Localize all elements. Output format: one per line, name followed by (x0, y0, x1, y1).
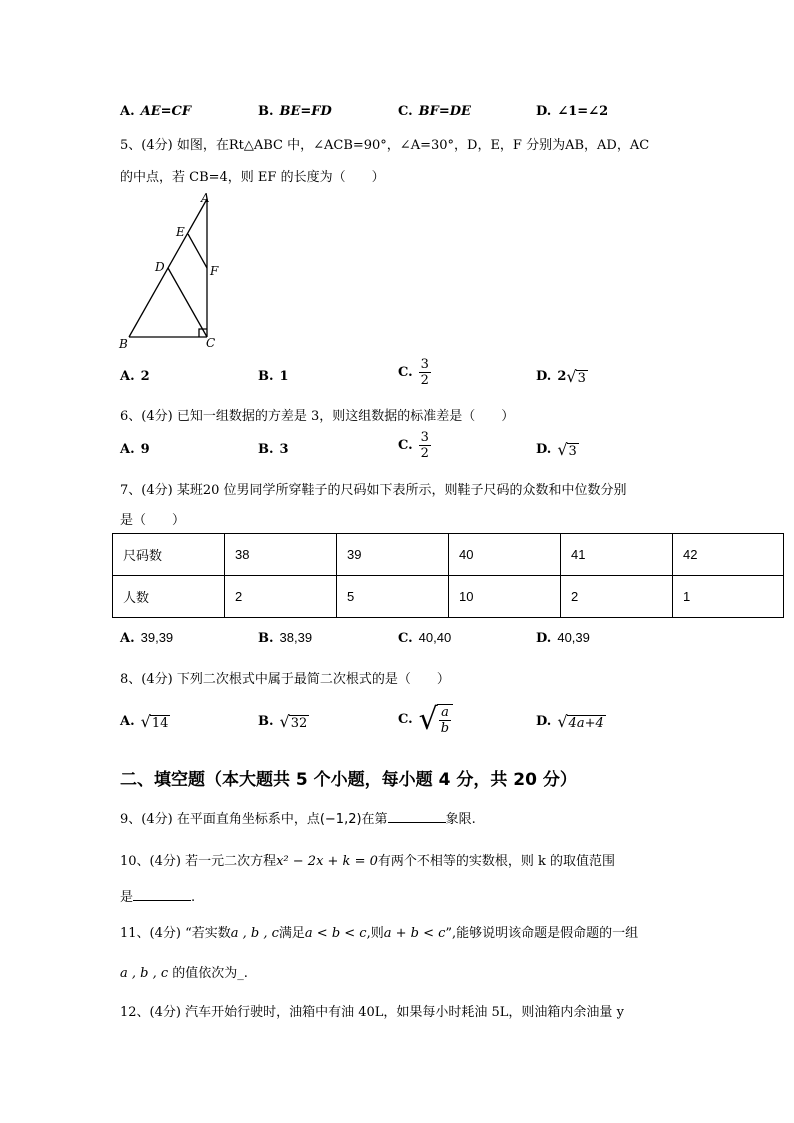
table-cell: 38 (225, 534, 337, 576)
shoe-size-table (112, 533, 784, 618)
q8-option-d: D. √4a+4 (536, 712, 604, 731)
sqrt: √3 (557, 440, 577, 459)
q6-option-b: B. 3 (258, 442, 289, 457)
q5-option-b: B. 1 (258, 369, 289, 384)
fraction: $\frac{3}{2}$ (420, 430, 429, 461)
q9-stem: 9、(4分) 在平面直角坐标系中，点(−1,2)在第 象限. (120, 812, 476, 827)
segment-dc (168, 268, 207, 337)
q7-stem-line1: 7、(4分) 某班20 位男同学所穿鞋子的尺码如下表所示，则鞋子尺码的众数和中位数分别 (120, 483, 627, 498)
q8-option-b: B. √32 (258, 712, 308, 731)
section-fill-in-title: 二、填空题（本大题共 5 个小题，每小题 4 分，共 20 分） (120, 770, 577, 790)
label-f: F (210, 264, 219, 278)
q5-stem-line1: 5、(4分) 如图，在Rt△ABC 中，∠ACB=90°，∠A=30°，D，E，F 分别为AB，AD，AC (120, 138, 650, 153)
table-cell: 41 (561, 534, 673, 576)
table-cell: 2 (561, 576, 673, 618)
q12-stem: 12、(4分) 汽车开始行驶时，油箱中有油 40L，如果每小时耗油 5L，则油箱内余油量 y (120, 1005, 624, 1020)
label-c: C (206, 336, 216, 350)
q10-stem: 10、(4分) 若一元二次方程x² − 2x + k = 0有两个不相等的实数根，则 k 的取值范围 (120, 854, 616, 869)
q8-stem: 8、(4分) 下列二次根式中属于最简二次根式的是（ ） (120, 672, 450, 687)
label-a: A (201, 191, 210, 205)
fraction: $\frac{3}{2}$ (420, 357, 429, 388)
fraction: $\frac{a}{b}$ (440, 704, 450, 736)
table-cell: 10 (449, 576, 561, 618)
q5-option-c: C. $\frac{3}{2}$ (398, 357, 429, 388)
q11-stem-line2: a , b , c 的值依次为_. (120, 966, 248, 981)
table-cell: 39 (337, 534, 449, 576)
q4-option-a: A. AE=CF (120, 104, 192, 119)
q7-option-a: A. 39,39 (120, 630, 174, 646)
answer-blank[interactable] (388, 810, 446, 823)
answer-blank[interactable] (133, 888, 191, 901)
q6-option-a: A. 9 (120, 442, 150, 457)
table-row (113, 576, 784, 618)
q5-stem-line2: 的中点，若 CB=4，则 EF 的长度为（ ） (120, 170, 385, 185)
q4-option-b: B. BE=FD (258, 104, 332, 119)
q5-option-a: A. 2 (120, 369, 150, 384)
segment-ef (188, 234, 207, 268)
table-cell: 2 (225, 576, 337, 618)
table-cell: 42 (673, 534, 784, 576)
q6-option-d: D. √3 (536, 440, 577, 459)
q7-option-d: D. 40,39 (536, 630, 590, 646)
sqrt: √4a+4 (557, 712, 604, 731)
sqrt: √ $\frac{a}{b}$ (419, 702, 453, 737)
q5-triangle-figure (112, 188, 227, 353)
table-cell: 5 (337, 576, 449, 618)
q10-stem-line2: 是 . (120, 890, 196, 905)
q7-option-b: B. 38,39 (258, 630, 313, 646)
label-e: E (176, 225, 185, 239)
q8-option-a: A. √14 (120, 712, 169, 731)
label-b: B (119, 337, 128, 351)
table-row (113, 534, 784, 576)
q5-option-d: D. 2√3 (536, 367, 586, 386)
label-d: D (155, 260, 165, 274)
table-cell: 1 (673, 576, 784, 618)
q6-option-c: C. $\frac{3}{2}$ (398, 430, 429, 461)
q7-option-c: C. 40,40 (398, 630, 452, 646)
q7-stem-line2: 是（ ） (120, 513, 186, 528)
q11-stem: 11、(4分) “若实数a , b , c满足a < b < c,则a + b < c”,能够说明该命题是假命题的一组 (120, 926, 639, 941)
sqrt: √32 (279, 712, 308, 731)
table-cell: 40 (449, 534, 561, 576)
q4-option-c: C. BF=DE (398, 104, 471, 119)
q6-stem: 6、(4分) 已知一组数据的方差是 3，则这组数据的标准差是（ ） (120, 409, 515, 424)
table-cell: 尺码数 (113, 534, 225, 576)
q4-option-d: D. ∠1=∠2 (536, 104, 609, 119)
table-cell: 人数 (113, 576, 225, 618)
q8-option-c: C. √ $\frac{a}{b}$ (398, 702, 453, 737)
sqrt: √3 (566, 367, 586, 386)
sqrt: √14 (140, 712, 169, 731)
